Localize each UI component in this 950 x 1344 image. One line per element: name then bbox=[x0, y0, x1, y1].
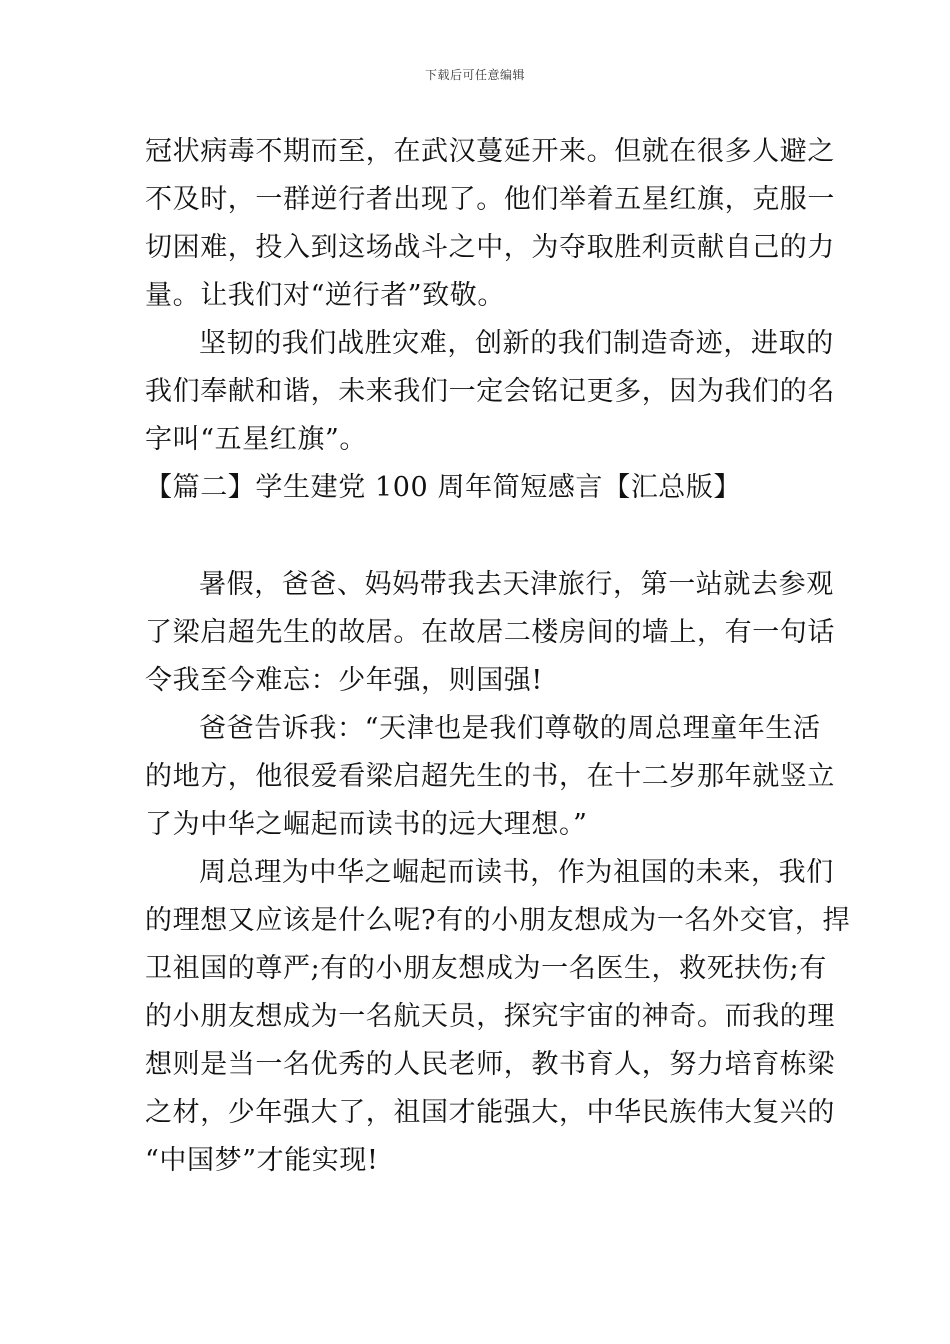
text-line: 暑假，爸爸、妈妈带我去天津旅行，第一站就去参观 bbox=[199, 569, 834, 600]
section-heading: 【篇二】学生建党 100 周年简短感言【汇总版】 bbox=[145, 472, 742, 503]
text-line: 的地方，他很爱看梁启超先生的书，在十二岁那年就竖立 bbox=[145, 761, 835, 792]
paragraph-victory bbox=[145, 320, 835, 464]
text-line: 切困难，投入到这场战斗之中，为夺取胜利贡献自己的力 bbox=[145, 232, 835, 263]
text-line: 坚韧的我们战胜灾难，创新的我们制造奇迹，进取的 bbox=[199, 328, 834, 359]
text-line: 想则是当一名优秀的人民老师，教书育人，努力培育栋梁 bbox=[145, 1049, 835, 1080]
text-line: 字叫“五星红旗”。 bbox=[145, 424, 368, 455]
text-line: 量。让我们对“逆行者”致敬。 bbox=[145, 280, 506, 311]
download-edit-note: 下载后可任意编辑 bbox=[424, 68, 525, 82]
paragraph-ideals bbox=[145, 849, 851, 1185]
text-line: 了梁启超先生的故居。在故居二楼房间的墙上，有一句话 bbox=[145, 617, 835, 648]
text-line: 卫祖国的尊严;有的小朋友想成为一名医生，救死扶伤;有 bbox=[145, 953, 827, 984]
paragraph-summer-trip bbox=[145, 561, 835, 705]
paragraph-father-quote bbox=[145, 705, 835, 849]
text-line: 的理想又应该是什么呢?有的小朋友想成为一名外交官，捍 bbox=[145, 905, 851, 936]
text-line: 不及时，一群逆行者出现了。他们举着五星红旗，克服一 bbox=[145, 184, 835, 215]
text-line: 爸爸告诉我：“天津也是我们尊敬的周总理童年生活 bbox=[199, 713, 821, 744]
blank-line bbox=[145, 512, 809, 561]
text-line: 之材，少年强大了，祖国才能强大，中华民族伟大复兴的 bbox=[145, 1097, 835, 1128]
text-line: 的小朋友想成为一名航天员，探究宇宙的神奇。而我的理 bbox=[145, 1001, 835, 1032]
text-line: 我们奉献和谐，未来我们一定会铭记更多，因为我们的名 bbox=[145, 376, 835, 407]
text-line: 令我至今难忘：少年强，则国强! bbox=[145, 665, 543, 696]
text-line: “中国梦”才能实现! bbox=[145, 1145, 379, 1176]
text-line: 冠状病毒不期而至，在武汉蔓延开来。但就在很多人避之 bbox=[145, 136, 835, 167]
document-body bbox=[145, 128, 851, 1185]
intro-paragraph bbox=[145, 128, 835, 320]
text-line: 周总理为中华之崛起而读书，作为祖国的未来，我们 bbox=[199, 857, 834, 888]
text-line: 了为中华之崛起而读书的远大理想。” bbox=[145, 809, 588, 840]
